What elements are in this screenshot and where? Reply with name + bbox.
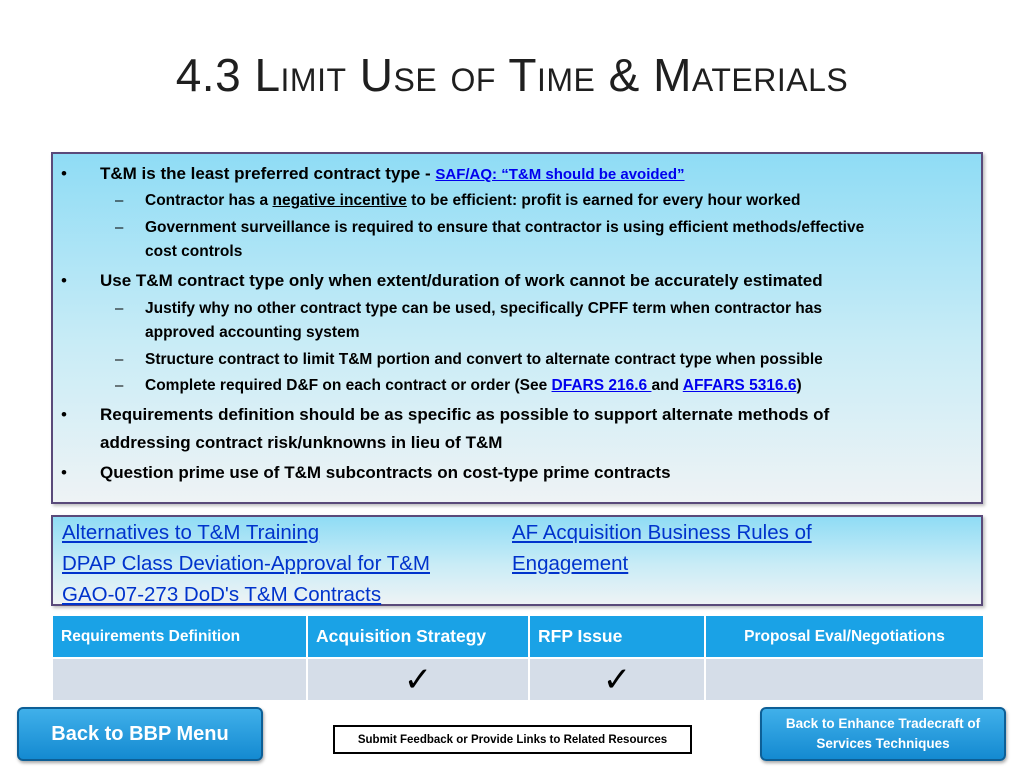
bullet-1-marker: • (61, 164, 67, 183)
bullet-2-marker: • (61, 271, 67, 290)
gao-report-link[interactable]: GAO-07-273 DoD's T&M Contracts (62, 583, 382, 606)
bullet-4-text: Question prime use of T&M subcontracts on cost-type prime contracts (100, 463, 671, 482)
bullet-2-sub-1-line2: approved accounting system (145, 324, 360, 341)
bullet-2-text: Use T&M contract type only when extent/duration of work cannot be accurately estimated (100, 271, 823, 290)
bullet-1-label: T&M is the least preferred contract type - (100, 164, 436, 183)
sub-text: ) (796, 377, 802, 394)
bullet-1-sub-1 (145, 192, 800, 210)
sub-text: to be efficient: profit is earned for every hour worked (406, 192, 801, 209)
sub-dash: – (115, 351, 124, 368)
phase-acquisition-strategy: Acquisition Strategy (307, 615, 529, 658)
bullet-4-marker: • (61, 463, 67, 482)
acquisition-phases-table (51, 614, 985, 702)
back-to-enhance-tradecraft-button[interactable] (760, 707, 1006, 761)
bullet-3-line2: addressing contract risk/unknowns in lieu of T&M (100, 433, 503, 452)
sub-dash: – (115, 300, 124, 317)
phases-header-row (52, 615, 984, 658)
dpap-class-deviation-link[interactable]: DPAP Class Deviation-Approval for T&M (62, 552, 430, 575)
af-business-rules-link-line1[interactable]: AF Acquisition Business Rules of (512, 521, 812, 544)
sub-text: Complete required D&F on each contract or order (See (145, 377, 552, 394)
sub-dash: – (115, 219, 124, 236)
affars-link[interactable]: AFFARS 5316.6 (682, 377, 797, 394)
phase-rfp-issue: RFP Issue (529, 615, 705, 658)
bullet-2-sub-3 (145, 377, 802, 395)
bullet-2-sub-2: Structure contract to limit T&M portion and convert to alternate contract type when possible (145, 351, 823, 368)
bullet-3-line1: Requirements definition should be as specific as possible to support alternate methods of (100, 405, 830, 424)
submit-feedback-button[interactable]: Submit Feedback or Provide Links to Related Resources (333, 725, 692, 754)
bullet-1-sub-2-line2: cost controls (145, 243, 243, 260)
main-content-box (51, 152, 983, 504)
phase-requirements-definition: Requirements Definition (52, 615, 307, 658)
sub-text: Contractor has a (145, 192, 273, 209)
bullet-1-sub-2-line1: Government surveillance is required to ensure that contractor is using efficient methods/effective (145, 219, 865, 236)
enhance-button-line2: Services Techniques (816, 736, 950, 751)
slide-title: 4.3 Limit Use of Time & Materials (175, 49, 849, 101)
bullet-1-text (100, 164, 685, 184)
alternatives-training-link[interactable]: Alternatives to T&M Training (62, 521, 320, 544)
sub-dash: – (115, 192, 124, 209)
phase-mark-3-checkmark-icon: ✓ (529, 658, 705, 701)
saf-aq-link[interactable]: SAF/AQ: “T&M should be avoided” (435, 166, 685, 183)
sub-dash: – (115, 377, 124, 394)
negative-incentive-text: negative incentive (272, 192, 407, 209)
enhance-button-line1: Back to Enhance Tradecraft of (785, 716, 981, 731)
resource-links-box (51, 515, 983, 606)
phase-mark-2-checkmark-icon: ✓ (307, 658, 529, 701)
phases-check-row (52, 658, 984, 701)
phase-mark-1 (52, 658, 307, 701)
bullet-3-marker: • (61, 405, 67, 424)
back-to-bbp-menu-button[interactable]: Back to BBP Menu (17, 707, 263, 761)
dfars-link[interactable]: DFARS 216.6 (551, 377, 652, 394)
sub-text: and (651, 377, 683, 394)
phase-mark-4 (705, 658, 984, 701)
af-business-rules-link-line2[interactable]: Engagement (512, 552, 629, 575)
bullet-2-sub-1-line1: Justify why no other contract type can be used, specifically CPFF term when contractor has (145, 300, 822, 317)
phase-proposal-eval: Proposal Eval/Negotiations (705, 615, 984, 658)
